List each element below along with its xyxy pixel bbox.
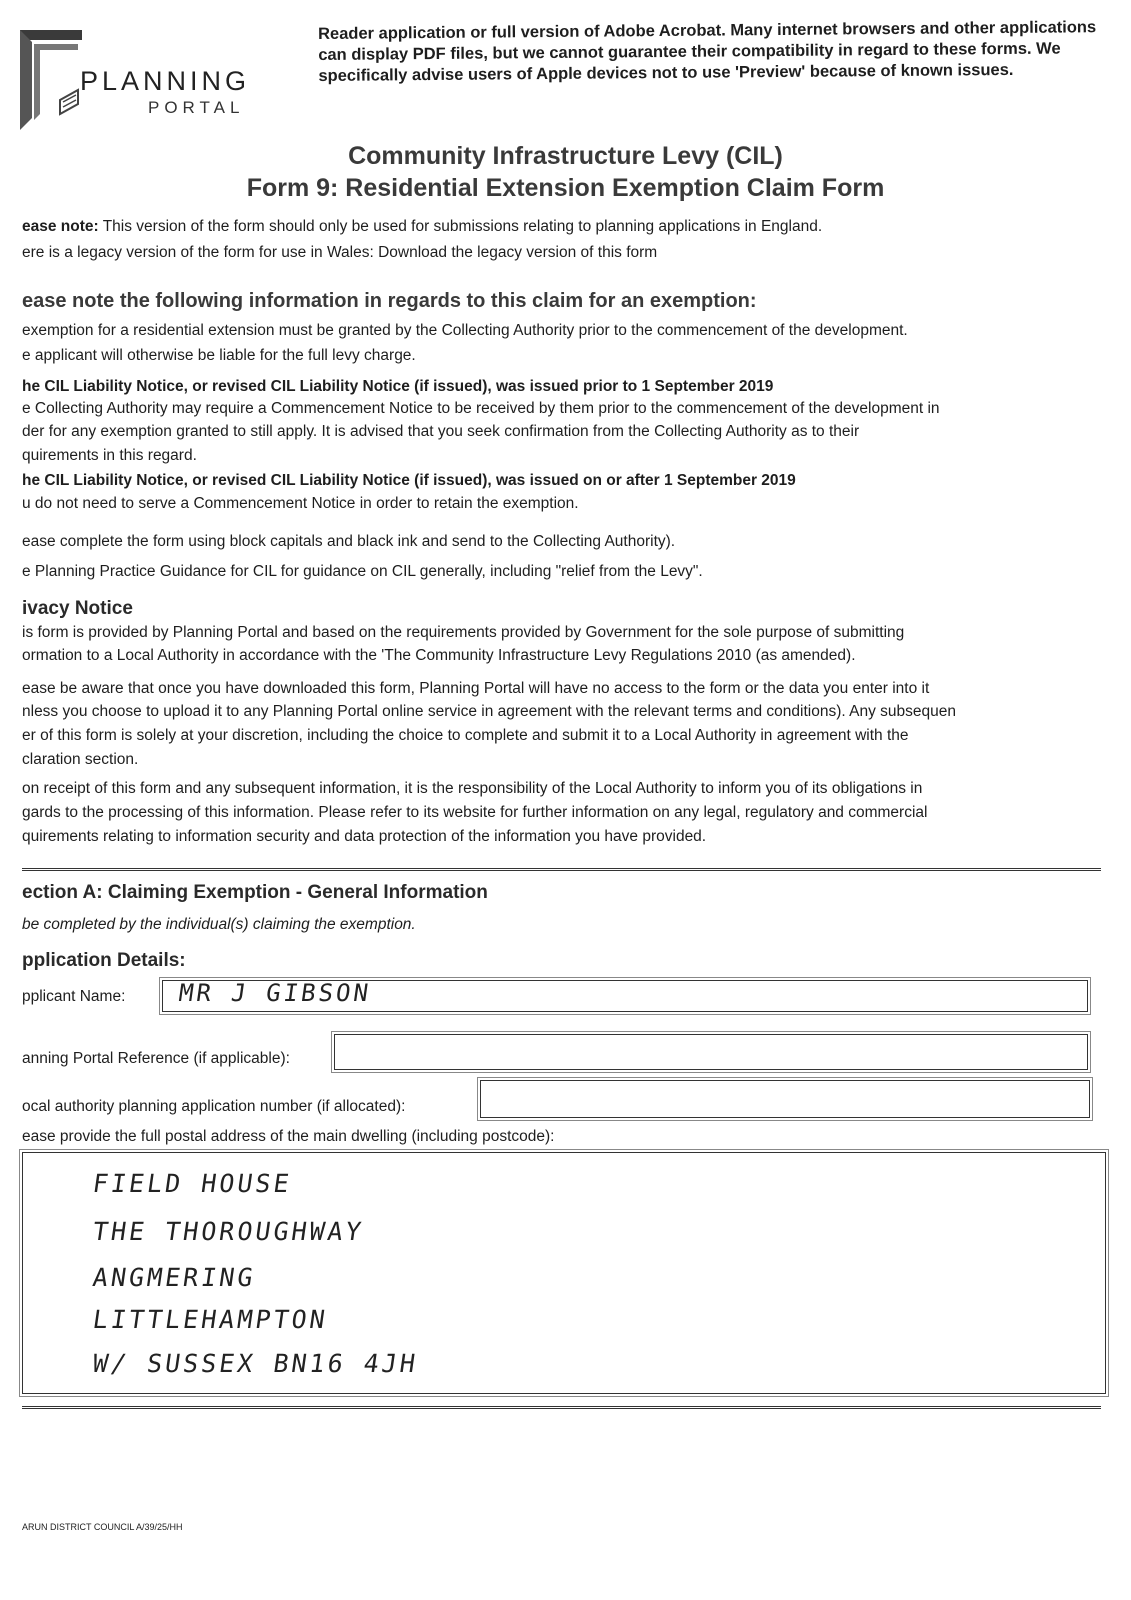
guidance-line: e Planning Practice Guidance for CIL for guidance on CIL generally, including "relief from the Levy". (22, 563, 703, 580)
privacy-p2-line-2: nless you choose to upload it to any Planning Portal online service in agreement with the relevant terms and conditions). Any subsequen (22, 703, 957, 720)
after-heading: he CIL Liability Notice, or revised CIL Liability Notice (if issued), was issued on or after 1 September 2019 (22, 472, 796, 489)
privacy-p3-line-3: quirements relating to information security and data protection of the information you have provided. (22, 828, 707, 845)
bottom-divider (22, 1406, 1101, 1409)
address-field[interactable] (22, 1152, 1106, 1394)
address-label: ease provide the full postal address of the main dwelling (including postcode): (22, 1128, 555, 1145)
address-line-2: THE THOROUGHWAY (90, 1217, 366, 1246)
la-number-label: ocal authority planning application number (if allocated): (22, 1098, 406, 1115)
applicant-name-value: MR J GIBSON (177, 979, 373, 1007)
prior-line-1: e Collecting Authority may require a Commencement Notice to be received by them prior to the commencement of the development in (22, 400, 940, 417)
prior-line-2: der for any exemption granted to still apply. It is advised that you seek confirmation from the Collecting Authority as to their (22, 423, 860, 440)
section-a-subheading: be completed by the individual(s) claiming the exemption. (22, 916, 416, 933)
info-heading: ease note the following information in regards to this claim for an exemption: (22, 290, 757, 312)
address-line-5: W/ SUSSEX BN16 4JH (90, 1349, 420, 1378)
address-line-1: FIELD HOUSE (90, 1169, 294, 1198)
privacy-p1-line-1: is form is provided by Planning Portal and based on the requirements provided by Government for the sole purpose of submitting (22, 624, 905, 641)
portal-reference-label: anning Portal Reference (if applicable): (22, 1050, 290, 1067)
portal-reference-field[interactable] (334, 1034, 1088, 1070)
section-divider (22, 868, 1101, 871)
intro-text: Reader application or full version of Adobe Acrobat. Many internet browsers and other applications can display PDF files, but we cannot guarantee their compatibility in regard to these forms. We specifically advise users of Apple devices not to use 'Preview' because of known issues. (318, 18, 1097, 85)
logo-subtitle: PORTAL (148, 98, 245, 117)
complete-line: ease complete the form using block capitals and black ink and send to the Collecting Authority). (22, 533, 676, 550)
exemption-line-2: e applicant will otherwise be liable for the full levy charge. (22, 347, 416, 364)
section-a-heading: ection A: Claiming Exemption - General Information (22, 882, 488, 903)
logo-title: PLANNING (80, 66, 251, 96)
form-subtitle: Form 9: Residential Extension Exemption Claim Form (246, 174, 885, 202)
privacy-heading: ivacy Notice (22, 598, 133, 619)
privacy-p2-line-3: er of this form is solely at your discretion, including the choice to complete and submit it to a Local Authority in agreement with the (22, 727, 909, 744)
privacy-p3-line-2: gards to the processing of this information. Please refer to its website for further information on any legal, regulatory and commercial (22, 804, 928, 821)
privacy-p3-line-1: on receipt of this form and any subsequent information, it is the responsibility of the Local Authority to inform you of its obligations in (22, 780, 923, 797)
council-stamp: ARUN DISTRICT COUNCIL A/39/25/HH (22, 1522, 183, 1532)
privacy-p1-line-2: ormation to a Local Authority in accordance with the 'The Community Infrastructure Levy Regulations 2010 (as amended). (22, 647, 856, 664)
address-line-4: LITTLEHAMPTON (90, 1305, 330, 1334)
applicant-name-label: pplicant Name: (22, 988, 126, 1005)
la-number-field[interactable] (480, 1080, 1090, 1118)
after-line-1: u do not need to serve a Commencement Notice in order to retain the exemption. (22, 495, 579, 512)
please-note-text: This version of the form should only be used for submissions relating to planning applications in England. (102, 218, 823, 235)
application-details-heading: pplication Details: (22, 950, 186, 971)
privacy-p2-line-1: ease be aware that once you have downloaded this form, Planning Portal will have no access to the form or the data you enter into it (22, 680, 930, 697)
privacy-p2-line-4: claration section. (22, 751, 139, 768)
legacy-line: ere is a legacy version of the form for use in Wales: Download the legacy version of this form (22, 244, 658, 261)
prior-line-3: quirements in this regard. (22, 447, 197, 464)
address-line-3: ANGMERING (90, 1263, 258, 1292)
planning-portal-logo (20, 30, 280, 135)
please-note-label: ease note: (22, 218, 99, 235)
form-title: Community Infrastructure Levy (CIL) (348, 142, 783, 170)
exemption-line-1: exemption for a residential extension must be granted by the Collecting Authority prior to the commencement of the development. (22, 322, 908, 339)
applicant-name-field[interactable] (162, 980, 1088, 1012)
please-note-line (22, 218, 822, 236)
prior-heading: he CIL Liability Notice, or revised CIL Liability Notice (if issued), was issued prior to 1 September 2019 (22, 378, 774, 395)
